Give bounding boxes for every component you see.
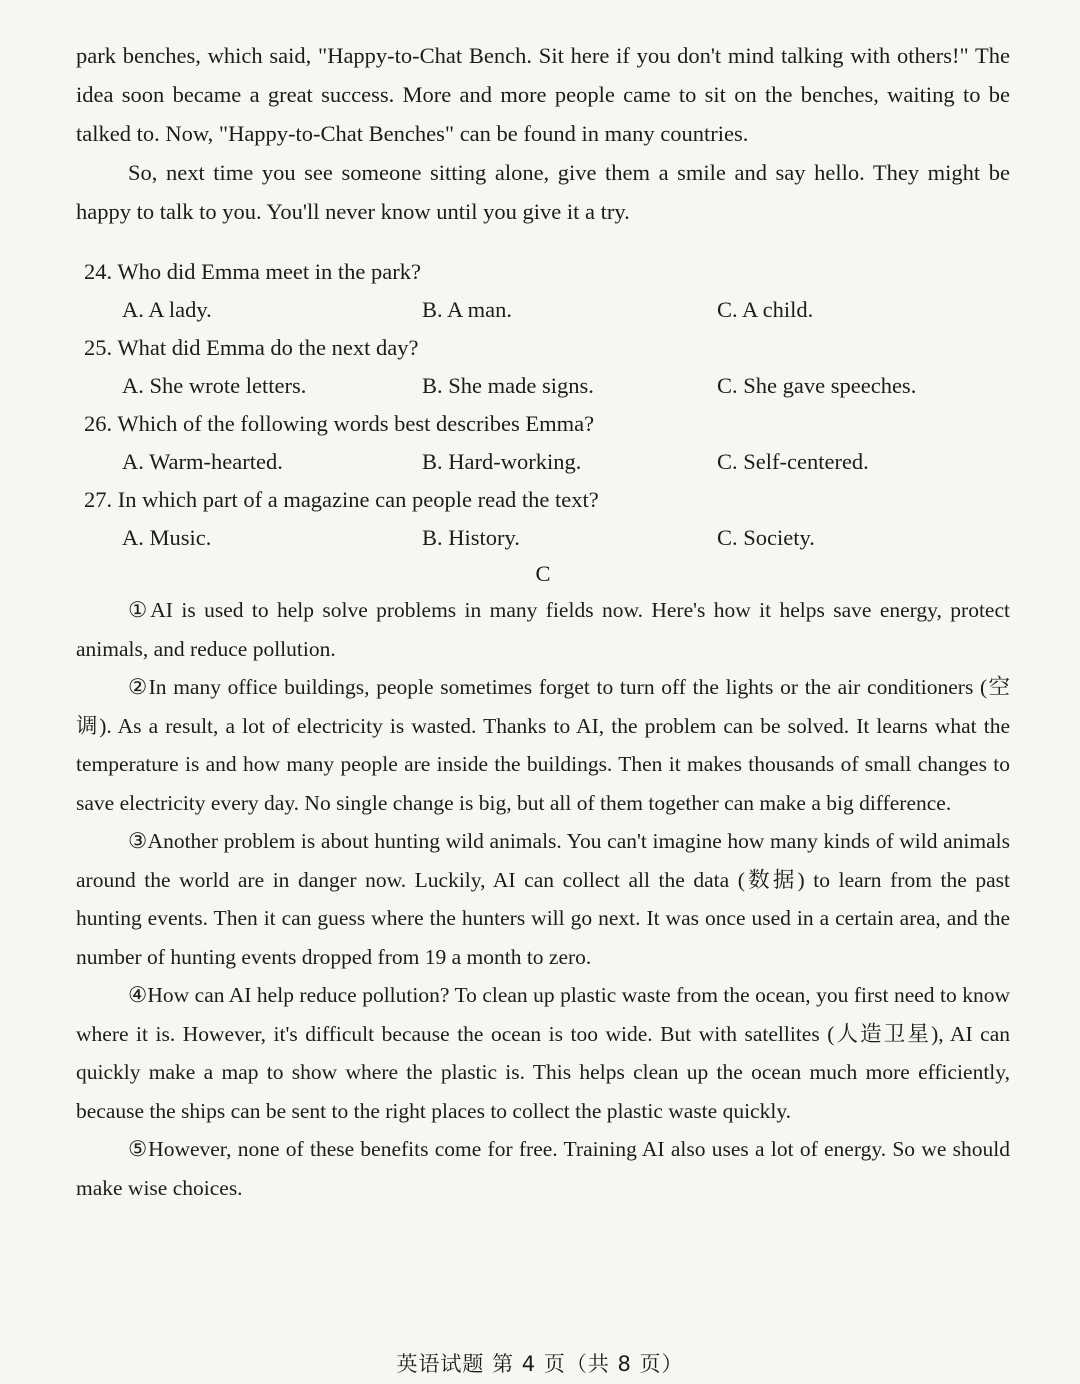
option-b: B. A man. bbox=[422, 297, 513, 322]
answer-options bbox=[122, 443, 1010, 481]
option-c: C. Society. bbox=[717, 525, 815, 550]
section-c-paragraph-1: ①AI is used to help solve problems in many fields now. Here's how it helps save energy, protect animals, and reduce pollution. bbox=[76, 598, 1010, 661]
option-b: B. Hard-working. bbox=[422, 449, 582, 474]
section-c-paragraph-5: ⑤However, none of these benefits come for free. Training AI also uses a lot of energy. So we should make wise choices. bbox=[76, 1137, 1010, 1200]
answer-options bbox=[122, 519, 1010, 557]
question-stem: 24. Who did Emma meet in the park? bbox=[84, 259, 421, 284]
section-c-paragraph-4: ④How can AI help reduce pollution? To clean up plastic waste from the ocean, you first need to know where it is. However, it's difficult because the ocean is too wide. But with satellites (人造卫星), AI can quickly make a map to show where the plastic is. This helps clean up the ocean much more efficiently, because the ships can be sent to the right places to collect the plastic waste quickly. bbox=[76, 983, 1010, 1123]
page-footer: 英语试题 第 4 页（共 8 页） bbox=[396, 1352, 684, 1376]
section-c-paragraph-3: ③Another problem is about hunting wild animals. You can't imagine how many kinds of wild animals around the world are in danger now. Luckily, AI can collect all the data (数据) to learn from the past hunting events. Then it can guess where the hunters will go next. It was once used in a certain area, and the number of hunting events dropped from 19 a month to zero. bbox=[76, 829, 1010, 969]
question-stem: 26. Which of the following words best describes Emma? bbox=[84, 411, 595, 436]
section-c-label: C bbox=[535, 561, 551, 586]
question-list bbox=[76, 253, 1010, 557]
option-c: C. A child. bbox=[717, 297, 814, 322]
option-a: A. A lady. bbox=[122, 297, 212, 322]
option-b: B. She made signs. bbox=[422, 373, 594, 398]
passage-b-paragraph-1: park benches, which said, "Happy-to-Chat Bench. Sit here if you don't mind talking with others!" The idea soon became a great success. More and more people came to sit on the benches, waiting to be talked to. Now, "Happy-to-Chat Benches" can be found in many countries. bbox=[76, 43, 1010, 146]
option-c: C. She gave speeches. bbox=[717, 373, 917, 398]
answer-options bbox=[122, 291, 1010, 329]
question-24 bbox=[76, 253, 1010, 329]
option-b: B. History. bbox=[422, 525, 520, 550]
option-a: A. Warm-hearted. bbox=[122, 449, 283, 474]
question-stem: 25. What did Emma do the next day? bbox=[84, 335, 419, 360]
question-26 bbox=[76, 405, 1010, 481]
question-27 bbox=[76, 481, 1010, 557]
option-a: A. She wrote letters. bbox=[122, 373, 307, 398]
section-c-paragraph-2: ②In many office buildings, people sometimes forget to turn off the lights or the air conditioners (空调). As a result, a lot of electricity is wasted. Thanks to AI, the problem can be solved. It learns what the temperature is and how many people are inside the buildings. Then it makes thousands of small changes to save electricity every day. No single change is big, but all of them together can make a big difference. bbox=[76, 675, 1010, 815]
option-a: A. Music. bbox=[122, 525, 212, 550]
question-25 bbox=[76, 329, 1010, 405]
answer-options bbox=[122, 367, 1010, 405]
passage-b-paragraph-2: So, next time you see someone sitting alone, give them a smile and say hello. They might be happy to talk to you. You'll never know until you give it a try. bbox=[76, 160, 1010, 224]
option-c: C. Self-centered. bbox=[717, 449, 869, 474]
question-stem: 27. In which part of a magazine can people read the text? bbox=[84, 487, 599, 512]
